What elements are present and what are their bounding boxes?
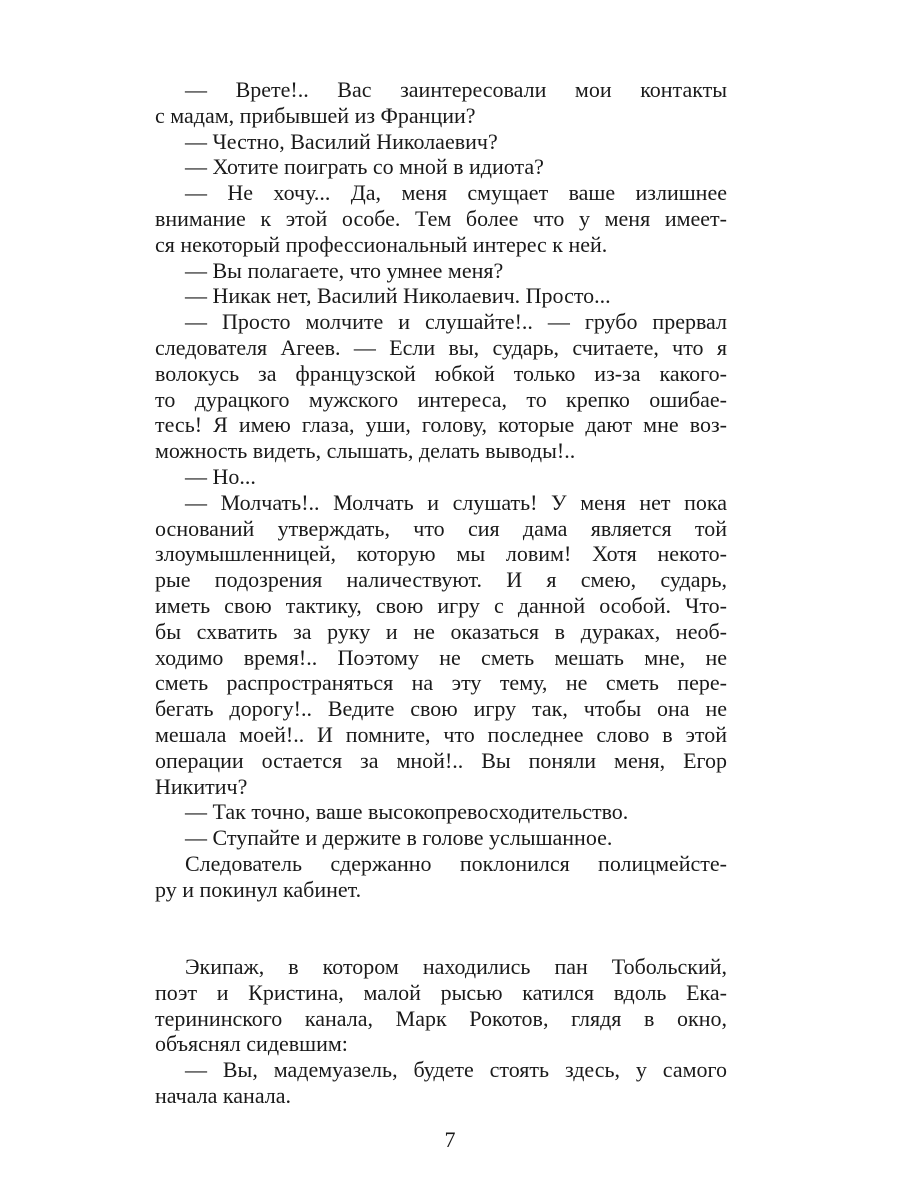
- paragraph: [155, 954, 727, 1057]
- section-1: [155, 77, 727, 903]
- paragraph: [155, 851, 727, 903]
- page-number: 7: [444, 1127, 456, 1152]
- text-line: волокусь за французской юбкой только из-за какого-: [155, 360, 727, 386]
- paragraph: [155, 77, 727, 129]
- text-line: — Так точно, ваше высокопревосходительство.: [185, 799, 629, 825]
- text-line: — Вы, мадемуазель, будете стоять здесь, у самого: [185, 1057, 727, 1083]
- text-line: ходимо время!.. Поэтому не сметь мешать мне, не: [155, 644, 727, 670]
- text-line: — Но...: [185, 463, 256, 489]
- paragraph: [155, 799, 727, 825]
- text-line: ся некоторый профессиональный интерес к ней.: [155, 231, 608, 257]
- text-line: — Ступайте и держите в голове услышанное.: [185, 825, 613, 851]
- section-2: [155, 954, 727, 1109]
- text-line: с мадам, прибывшей из Франции?: [155, 102, 476, 128]
- text-line: — Молчать!.. Молчать и слушать! У меня нет пока: [185, 489, 727, 515]
- text-line: объяснял сидевшим:: [155, 1031, 348, 1057]
- paragraph: [155, 129, 727, 155]
- text-line: — Врете!.. Вас заинтересовали мои контакты: [185, 77, 727, 102]
- text-line: мешала моей!.. И помните, что последнее слово в этой: [155, 721, 727, 747]
- section-break: [155, 903, 727, 955]
- text-line: рые подозрения наличествуют. И я смею, сударь,: [155, 567, 727, 593]
- text-line: внимание к этой особе. Тем более что у меня имеет-: [155, 205, 727, 231]
- text-line: можность видеть, слышать, делать выводы!..: [155, 438, 576, 464]
- text-line: операции остается за мной!.. Вы поняли меня, Егор: [155, 747, 727, 773]
- text-line: то дурацкого мужского интереса, то крепко ошибае-: [155, 386, 727, 412]
- paragraph: [155, 464, 727, 490]
- text-line: ру и покинул кабинет.: [155, 876, 362, 902]
- text-line: оснований утверждать, что сия дама является той: [155, 515, 727, 541]
- text-line: — Честно, Василий Николаевич?: [185, 128, 498, 154]
- text-line: — Просто молчите и слушайте!.. — грубо прервал: [185, 309, 727, 335]
- paragraph: [155, 258, 727, 284]
- text-line: Экипаж, в котором находились пан Тобольский,: [185, 954, 727, 980]
- text-line: бы схватить за руку и не оказаться в дураках, необ-: [155, 618, 727, 644]
- text-line: следователя Агеев. — Если вы, сударь, считаете, что я: [155, 334, 727, 360]
- text-line: поэт и Кристина, малой рысью катился вдоль Ека-: [155, 979, 727, 1005]
- text-line: злоумышленницей, которую мы ловим! Хотя некото-: [155, 541, 727, 567]
- paragraph: [155, 154, 727, 180]
- paragraph: [155, 490, 727, 800]
- page-body: [155, 77, 727, 1109]
- text-line: сметь распространяться на эту тему, не сметь пере-: [155, 670, 727, 696]
- text-line: бегать дорогу!.. Ведите свою игру так, чтобы она не: [155, 696, 727, 722]
- text-line: — Хотите поиграть со мной в идиота?: [185, 154, 544, 180]
- paragraph: [155, 825, 727, 851]
- paragraph: [155, 1057, 727, 1109]
- paragraph: [155, 180, 727, 257]
- paragraph: [155, 309, 727, 464]
- text-line: Никитич?: [155, 773, 248, 799]
- text-line: Следователь сдержанно поклонился полицмейсте-: [185, 850, 727, 876]
- text-line: — Никак нет, Василий Николаевич. Просто...: [185, 283, 611, 309]
- text-line: начала канала.: [155, 1083, 292, 1109]
- text-line: тесь! Я имею глаза, уши, голову, которые дают мне воз-: [155, 412, 727, 438]
- paragraph: [155, 283, 727, 309]
- text-line: иметь свою тактику, свою игру с данной особой. Что-: [155, 592, 727, 618]
- text-line: — Не хочу... Да, меня смущает ваше излишнее: [185, 180, 727, 206]
- text-line: — Вы полагаете, что умнее меня?: [185, 257, 504, 283]
- text-line: терининского канала, Марк Рокотов, глядя в окно,: [155, 1005, 727, 1031]
